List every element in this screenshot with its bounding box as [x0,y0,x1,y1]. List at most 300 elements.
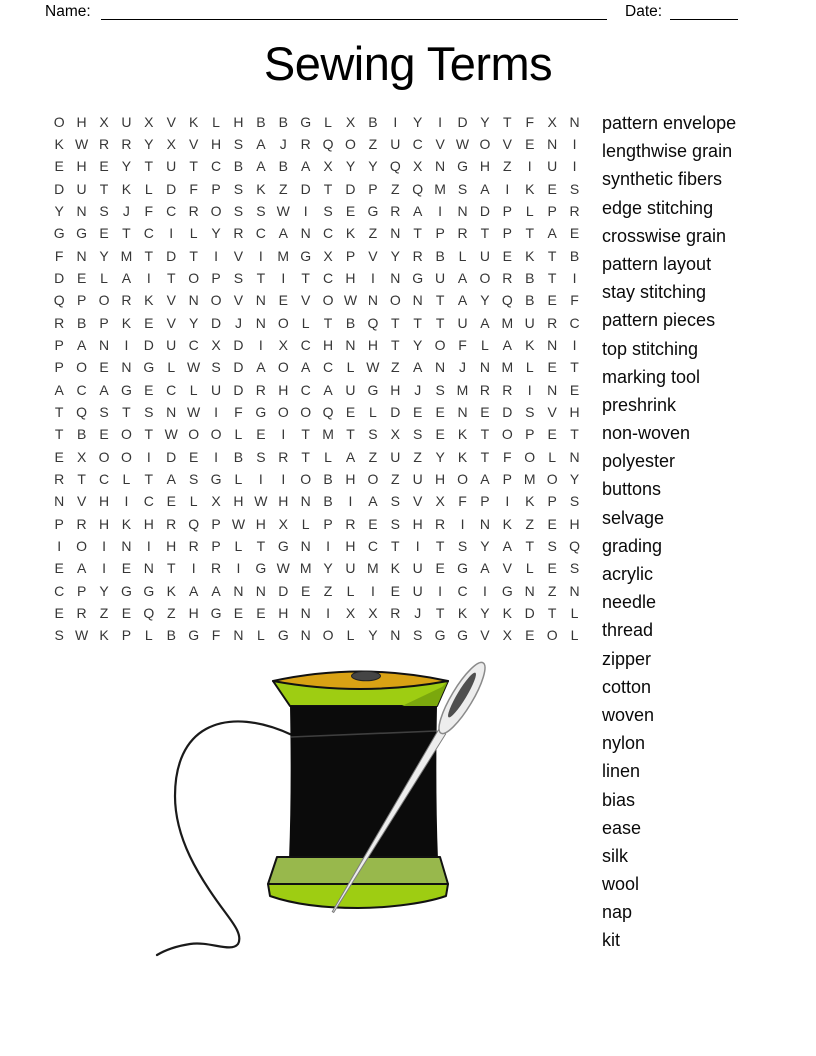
grid-letter: P [547,493,557,510]
spool-illustration [140,648,488,984]
grid-letter: D [54,180,65,197]
grid-letter: N [233,582,244,599]
grid-letter: T [144,470,154,487]
grid-letter: T [547,269,557,286]
grid-letter: D [278,582,289,599]
word-list-item: edge stitching [602,197,714,218]
grid-letter: A [413,202,423,219]
grid-letter: I [102,537,106,554]
grid-letter: X [166,135,176,152]
grid-letter: C [143,493,154,510]
grid-letter: A [54,381,64,398]
grid-letter: A [211,582,221,599]
grid-letter: B [569,247,580,264]
grid-letter: N [569,113,580,130]
grid-letter: E [233,604,244,621]
grid-letter: M [501,359,514,376]
grid-letter: C [143,225,154,242]
grid-letter: G [277,627,289,644]
grid-letter: R [76,515,87,532]
grid-letter: P [368,180,378,197]
grid-letter: O [120,448,132,465]
grid-letter: K [525,247,535,264]
grid-letter: L [525,560,534,577]
grid-letter: T [413,225,422,242]
grid-letter: Y [99,247,109,264]
grid-letter: J [122,202,130,219]
word-list-item: zipper [602,648,652,669]
grid-letter: A [368,493,378,510]
grid-letter: B [278,113,288,130]
grid-letter: G [53,225,65,242]
grid-letter: T [301,269,310,286]
grid-letter: E [390,582,400,599]
grid-letter: B [345,314,356,331]
grid-letter: W [276,560,290,577]
grid-letter: B [323,470,333,487]
grid-letter: R [188,537,199,554]
grid-letter: E [99,225,109,242]
grid-letter: K [121,180,132,197]
grid-letter: N [54,493,65,510]
grid-letter: S [233,202,244,219]
grid-letter: S [435,381,445,398]
word-list-item: silk [602,845,628,866]
grid-letter: K [525,180,535,197]
grid-letter: D [457,113,468,130]
grid-letter: N [412,292,423,309]
grid-letter: N [479,515,490,532]
grid-letter: H [278,493,289,510]
grid-letter: L [212,113,220,130]
grid-letter: U [412,470,423,487]
grid-letter: R [54,470,65,487]
grid-letter: N [255,314,266,331]
grid-letter: K [457,604,468,621]
grid-letter: X [76,448,87,465]
word-list-item: crosswise grain [602,225,727,246]
grid-letter: H [569,515,580,532]
grid-letter: G [457,627,468,644]
word-list-item: bias [602,789,636,810]
grid-letter: K [54,135,64,152]
grid-letter: E [525,627,535,644]
grid-letter: H [166,537,177,554]
grid-letter: Y [323,560,333,577]
grid-letter: V [435,135,445,152]
grid-letter: Y [345,158,356,175]
grid-letter: K [166,582,176,599]
grid-letter: R [210,560,222,577]
grid-letter: N [76,202,87,219]
grid-letter: E [144,314,154,331]
word-list-item: nylon [602,733,646,754]
grid-letter: O [300,403,312,420]
grid-letter: Y [144,135,154,152]
grid-letter: F [54,247,64,264]
grid-letter: R [390,202,401,219]
grid-letter: I [505,180,510,197]
word-list-item: polyester [602,451,676,472]
grid-letter: P [502,225,512,242]
grid-letter: E [525,135,535,152]
grid-letter: T [189,247,198,264]
grid-letter: R [278,448,289,465]
grid-letter: N [300,627,311,644]
grid-letter: F [458,336,467,353]
grid-letter: C [300,336,311,353]
grid-letter: H [345,269,356,286]
grid-letter: B [368,113,378,130]
word-list-item: synthetic fibers [602,169,723,190]
grid-letter: T [301,448,310,465]
grid-letter: W [187,359,201,376]
grid-letter: D [166,448,177,465]
grid-letter: R [502,381,513,398]
grid-letter: F [211,627,221,644]
grid-letter: F [144,202,154,219]
grid-letter: J [414,381,422,398]
grid-letter: K [502,604,512,621]
grid-letter: C [323,359,334,376]
grid-letter: E [99,359,109,376]
grid-letter: C [457,582,468,599]
grid-letter: U [457,314,468,331]
grid-letter: A [301,359,311,376]
grid-letter: T [525,537,535,554]
grid-letter: N [390,225,401,242]
grid-letter: U [412,560,423,577]
grid-letter: T [99,180,109,197]
grid-letter: L [481,336,489,353]
grid-letter: S [569,180,580,197]
grid-letter: U [121,113,132,130]
grid-letter: O [277,314,289,331]
grid-letter: A [188,582,199,599]
grid-letter: T [54,403,64,420]
grid-letter: T [480,448,490,465]
grid-letter: U [390,448,401,465]
grid-letter: Q [143,604,155,621]
grid-letter: O [345,135,356,152]
grid-letter: T [547,604,557,621]
grid-letter: C [188,336,199,353]
grid-letter: I [214,247,218,264]
grid-letter: E [345,403,356,420]
grid-letter: K [256,180,266,197]
grid-letter: V [76,493,87,510]
grid-letter: R [233,225,244,242]
grid-letter: C [255,225,266,242]
grid-letter: N [569,448,580,465]
grid-letter: A [301,158,311,175]
grid-letter: N [300,493,311,510]
word-list-item: lengthwise grain [602,141,733,162]
grid-letter: E [435,426,445,443]
grid-letter: M [277,247,290,264]
grid-letter: K [144,292,154,309]
grid-letter: X [99,113,109,130]
grid-letter: P [480,493,490,510]
word-list-item: needle [602,592,657,613]
grid-letter: B [525,292,535,309]
grid-letter: T [54,426,64,443]
grid-letter: W [164,426,178,443]
grid-letter: Q [389,158,401,175]
grid-letter: V [166,292,176,309]
grid-letter: H [76,158,87,175]
grid-letter: F [234,403,243,420]
grid-letter: X [144,113,154,130]
grid-letter: I [146,448,151,465]
grid-letter: O [277,359,289,376]
grid-letter: S [390,493,400,510]
grid-letter: K [345,225,356,242]
grid-letter: O [322,292,334,309]
grid-letter: B [76,426,87,443]
word-list-item: kit [602,930,620,951]
word-list-item: nap [602,902,633,923]
grid-letter: A [502,336,512,353]
grid-letter: S [413,426,423,443]
grid-letter: E [547,359,557,376]
grid-letter: N [121,537,132,554]
grid-letter: S [54,627,64,644]
word-list-item: marking tool [602,366,701,387]
grid-letter: L [525,202,534,219]
grid-letter: X [211,493,221,510]
grid-letter: G [210,604,222,621]
grid-letter: O [501,426,513,443]
grid-letter: Z [391,359,400,376]
grid-letter: H [76,113,87,130]
grid-letter: T [480,225,490,242]
grid-letter: A [457,292,468,309]
grid-letter: R [502,269,513,286]
grid-letter: S [547,537,557,554]
grid-letter: D [390,403,401,420]
grid-letter: H [210,135,222,152]
grid-letter: G [255,560,267,577]
grid-letter: X [413,158,423,175]
grid-letter: E [569,225,580,242]
grid-letter: I [214,448,218,465]
word-list-item: buttons [602,479,662,500]
grid-letter: T [144,158,154,175]
grid-letter: U [166,158,177,175]
grid-letter: Y [211,225,221,242]
grid-letter: E [144,381,154,398]
grid-letter: T [144,247,154,264]
grid-letter: T [323,314,333,331]
spool-bottom-flange-front [268,884,448,908]
grid-letter: C [166,381,177,398]
grid-letter: H [345,470,356,487]
grid-letter: L [548,448,557,465]
grid-letter: A [480,560,490,577]
grid-letter: L [324,113,332,130]
grid-letter: E [413,403,423,420]
grid-letter: O [188,269,200,286]
grid-letter: A [457,269,468,286]
grid-letter: D [143,336,154,353]
grid-letter: T [547,247,557,264]
grid-letter: Z [391,180,400,197]
grid-letter: V [547,403,557,420]
grid-letter: N [547,381,558,398]
grid-letter: R [457,225,468,242]
grid-letter: G [367,381,379,398]
grid-letter: T [166,269,176,286]
grid-letter: I [438,202,443,219]
grid-letter: V [166,113,176,130]
grid-letter: E [569,381,580,398]
grid-letter: N [479,359,490,376]
grid-letter: G [300,113,312,130]
grid-letter: S [144,403,154,420]
grid-letter: T [525,225,535,242]
grid-letter: Y [480,537,490,554]
grid-letter: A [76,336,87,353]
grid-letter: F [525,113,535,130]
grid-letter: N [233,627,244,644]
grid-letter: S [99,202,109,219]
grid-letter: U [390,135,401,152]
grid-letter: T [435,314,445,331]
grid-letter: T [323,180,333,197]
grid-letter: N [547,135,558,152]
grid-letter: S [525,403,535,420]
grid-letter: Y [480,113,490,130]
grid-letter: V [188,135,199,152]
grid-letter: D [345,180,356,197]
grid-letter: I [124,493,129,510]
grid-letter: S [569,560,580,577]
grid-letter: H [98,493,110,510]
grid-letter: B [76,314,87,331]
grid-letter: W [75,627,89,644]
grid-letter: A [256,135,266,152]
grid-letter: S [323,202,333,219]
grid-letter: T [435,604,445,621]
grid-letter: Q [501,292,513,309]
grid-letter: N [547,336,558,353]
grid-letter: X [278,515,288,532]
grid-letter: I [191,560,196,577]
grid-letter: A [121,269,132,286]
grid-letter: X [345,113,356,130]
grid-letter: L [167,359,176,376]
grid-letter: Z [368,135,378,152]
grid-letter: Z [368,225,378,242]
grid-letter: N [255,292,266,309]
grid-letter: S [413,627,423,644]
grid-letter: D [233,359,244,376]
grid-letter: W [75,135,89,152]
grid-letter: I [258,336,263,353]
grid-letter: E [502,247,512,264]
word-list [602,109,736,955]
grid-letter: L [189,493,198,510]
grid-letter: H [98,515,110,532]
grid-letter: C [300,381,311,398]
grid-letter: O [277,403,289,420]
grid-letter: I [438,113,443,130]
grid-letter: N [390,627,401,644]
grid-letter: Y [390,247,400,264]
word-list-item: pattern layout [602,253,712,274]
grid-letter: V [413,493,423,510]
grid-letter: G [76,225,88,242]
grid-letter: A [413,359,423,376]
grid-letter: N [300,537,311,554]
grid-letter: N [524,582,535,599]
grid-letter: H [390,381,401,398]
grid-letter: I [281,426,286,443]
grid-letter: B [323,493,333,510]
grid-letter: X [390,426,400,443]
grid-letter: O [524,448,536,465]
grid-letter: L [100,269,108,286]
grid-letter: M [456,381,469,398]
grid-letter: H [233,113,244,130]
grid-letter: B [233,158,244,175]
grid-letter: E [54,560,64,577]
grid-letter: Q [53,292,65,309]
grid-letter: M [367,560,379,577]
grid-letter: A [323,381,333,398]
grid-letter: L [234,537,243,554]
grid-letter: E [54,604,64,621]
grid-letter: G [143,582,155,599]
grid-letter: D [502,403,513,420]
grid-letter: P [211,180,221,197]
grid-letter: Z [525,515,535,532]
grid-letter: O [188,426,200,443]
grid-letter: A [345,448,356,465]
date-label: Date: [625,3,663,20]
grid-letter: M [501,314,514,331]
grid-letter: W [254,493,268,510]
grid-letter: L [570,627,579,644]
grid-letter: W [366,359,380,376]
grid-letter: Z [547,582,557,599]
word-list-item: grading [602,535,663,556]
grid-letter: A [278,225,288,242]
grid-letter: M [322,426,334,443]
grid-letter: U [166,336,177,353]
grid-letter: G [367,202,379,219]
grid-letter: C [412,135,423,152]
grid-letter: P [525,426,535,443]
grid-letter: R [435,515,446,532]
grid-letter: T [256,269,266,286]
grid-letter: V [480,627,490,644]
word-list-item: linen [602,761,641,782]
grid-letter: O [457,470,468,487]
grid-letter: Z [368,448,378,465]
grid-letter: H [412,515,423,532]
grid-letter: L [458,247,467,264]
grid-letter: S [211,359,221,376]
grid-letter: C [166,202,177,219]
grid-letter: C [323,269,334,286]
grid-letter: J [234,314,242,331]
grid-letter: O [546,627,558,644]
grid-letter: N [166,403,177,420]
grid-letter: N [367,292,378,309]
grid-letter: I [505,493,510,510]
